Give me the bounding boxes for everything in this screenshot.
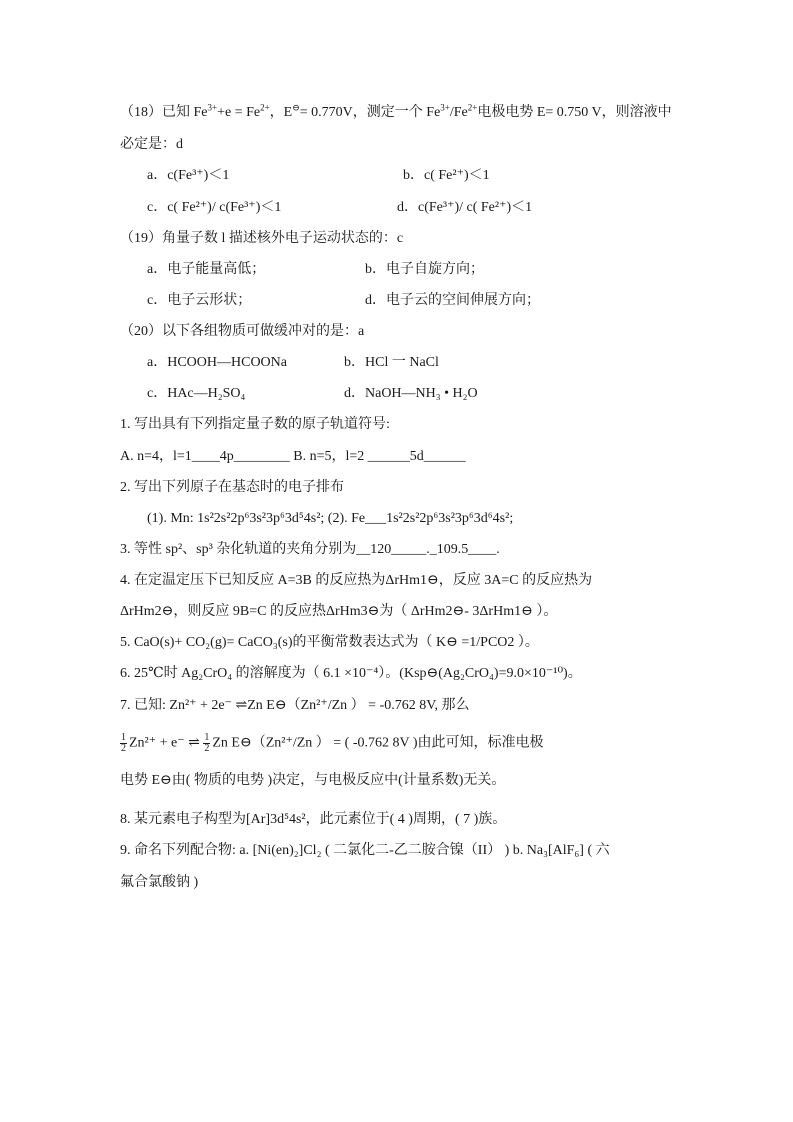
q18-option-a: a．c(Fe³⁺)＜1: [147, 168, 230, 183]
fill9-line1: 9. 命名下列配合物: a. [Ni(en)₂]Cl₂ ( 二氯化二-乙二胺合镍（II） ) b. Na₃[AlF₆] ( 六: [120, 843, 610, 858]
q19-option-b: b．电子自旋方向；: [365, 262, 484, 277]
fill7-line3: 电势 E⊖由( 物质的电势 )决定，与电极反应中(计量系数)无关。: [120, 773, 506, 788]
q20-option-d: d．NaOH—NH₃ • H₂O: [344, 386, 478, 401]
q20-option-b: b．HCl 一 NaCl: [344, 355, 439, 370]
half-fraction: $\frac{1}{2}$: [121, 732, 126, 754]
q18-option-b: b．c( Fe²⁺)＜1: [403, 168, 490, 183]
q20-option-c: c．HAc—H₂SO₄: [147, 386, 246, 401]
q18-option-d: d．c(Fe³⁺)/ c( Fe²⁺)＜1: [397, 200, 533, 215]
fill7-line2: $\frac{1}{2}$ Zn²⁺ + e⁻ ⇌ $\frac{1}{2}$ Zn E⊖（Zn²⁺/Zn ） = ( -0.762 8V )由此可知，标准电极: [121, 732, 544, 754]
fill1-stem: 1. 写出具有下列指定量子数的原子轨道符号:: [120, 417, 390, 432]
q19-option-d: d．电子云的空间伸展方向；: [365, 293, 540, 308]
q19-option-c: c．电子云形状；: [147, 293, 252, 308]
fill4-line2: ΔrHm2⊖，则反应 9B=C 的反应热ΔrHm3⊖为（ ΔrHm2⊖- 3ΔrHm1⊖ ）。: [120, 604, 558, 619]
fill1-answer: A. n=4，l=1____4p________ B. n=5，l=2 ______5d______: [120, 449, 466, 464]
q19-option-a: a．电子能量高低；: [147, 262, 266, 277]
fill5-text: 5. CaO(s)+ CO₂(g)= CaCO₃(s)的平衡常数表达式为（ K⊖ =1/PCO2 ）。: [120, 635, 539, 650]
half-fraction: $\frac{1}{2}$: [204, 732, 210, 754]
q20-option-a: a．HCOOH—HCOONa: [147, 355, 287, 370]
q20-stem: （20）以下各组物质可做缓冲对的是：a: [120, 324, 365, 339]
fill3-text: 3. 等性 sp²、sp³ 杂化轨道的夹角分别为__120_____._109.5____.: [120, 542, 500, 557]
q18-stem: （18）已知 $Fe^{3+}+e = Fe^{2+}$，E⊖= 0.770V，测定一个 $Fe^{3+}/Fe^{2+}$电极电势 E= 0.750 V，则溶液中: [120, 102, 672, 120]
fill2-answer: (1). Mn: 1s²2s²2p⁶3s²3p⁶3d⁵4s²; (2). Fe___1s²2s²2p⁶3s²3p⁶3d⁶4s²;: [147, 511, 514, 526]
q18-answer-line: 必定是：d: [120, 137, 183, 152]
fill4-line1: 4. 在定温定压下已知反应 A=3B 的反应热为ΔrHm1⊖，反应 3A=C 的反应热为: [120, 573, 593, 588]
fill8-text: 8. 某元素电子构型为[Ar]3d⁵4s²，此元素位于( 4 )周期，( 7 )族。: [120, 812, 507, 827]
q18-option-c: c．c( Fe²⁺)/ c(Fe³⁺)＜1: [147, 200, 282, 215]
fill7-line1: 7. 已知: Zn²⁺ + 2e⁻ ⇌Zn E⊖（Zn²⁺/Zn ） = -0.762 8V, 那么: [120, 698, 470, 713]
fill2-stem: 2. 写出下列原子在基态时的电子排布: [120, 480, 344, 495]
fill6-text: 6. 25℃时 Ag₂CrO₄ 的溶解度为（ 6.1 ×10⁻⁴）。(Ksp⊖(Ag₂CrO₄)=9.0×10⁻¹⁰)。: [120, 666, 582, 681]
q19-stem: （19）角量子数 l 描述核外电子运动状态的：c: [120, 231, 404, 246]
fill9-line2: 氟合氯酸钠 ): [120, 875, 199, 890]
